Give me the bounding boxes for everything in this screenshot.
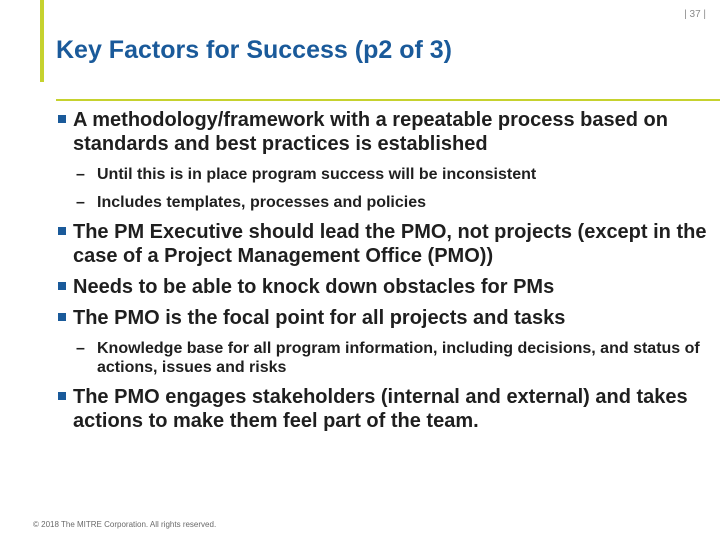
bullet-obstacles: Needs to be able to knock down obstacles for PMs (57, 275, 707, 299)
bullet-methodology: A methodology/framework with a repeatable process based on standards and best practices is established (57, 108, 707, 156)
slide-title: Key Factors for Success (p2 of 3) (56, 36, 452, 64)
bullet-list (57, 108, 707, 433)
bullet-pm-executive: The PM Executive should lead the PMO, not projects (except in the case of a Project Management Office (PMO)) (57, 220, 707, 268)
accent-bar (40, 0, 44, 82)
title-divider (56, 99, 720, 101)
bullet-focal-point: The PMO is the focal point for all projects and tasks (57, 306, 707, 330)
sub-bullet-knowledge-base: – Knowledge base for all program information, including decisions, and status of actions, issues and risks (57, 339, 707, 377)
sub-bullet-success-inconsistent: – Until this is in place program success will be inconsistent (57, 165, 707, 184)
copyright-footer: © 2018 The MITRE Corporation. All rights reserved. (33, 520, 217, 529)
bullet-stakeholders: The PMO engages stakeholders (internal and external) and takes actions to make them feel part of the team. (57, 385, 707, 433)
page-number: | 37 | (684, 9, 706, 20)
sub-bullet-templates: – Includes templates, processes and policies (57, 193, 707, 212)
